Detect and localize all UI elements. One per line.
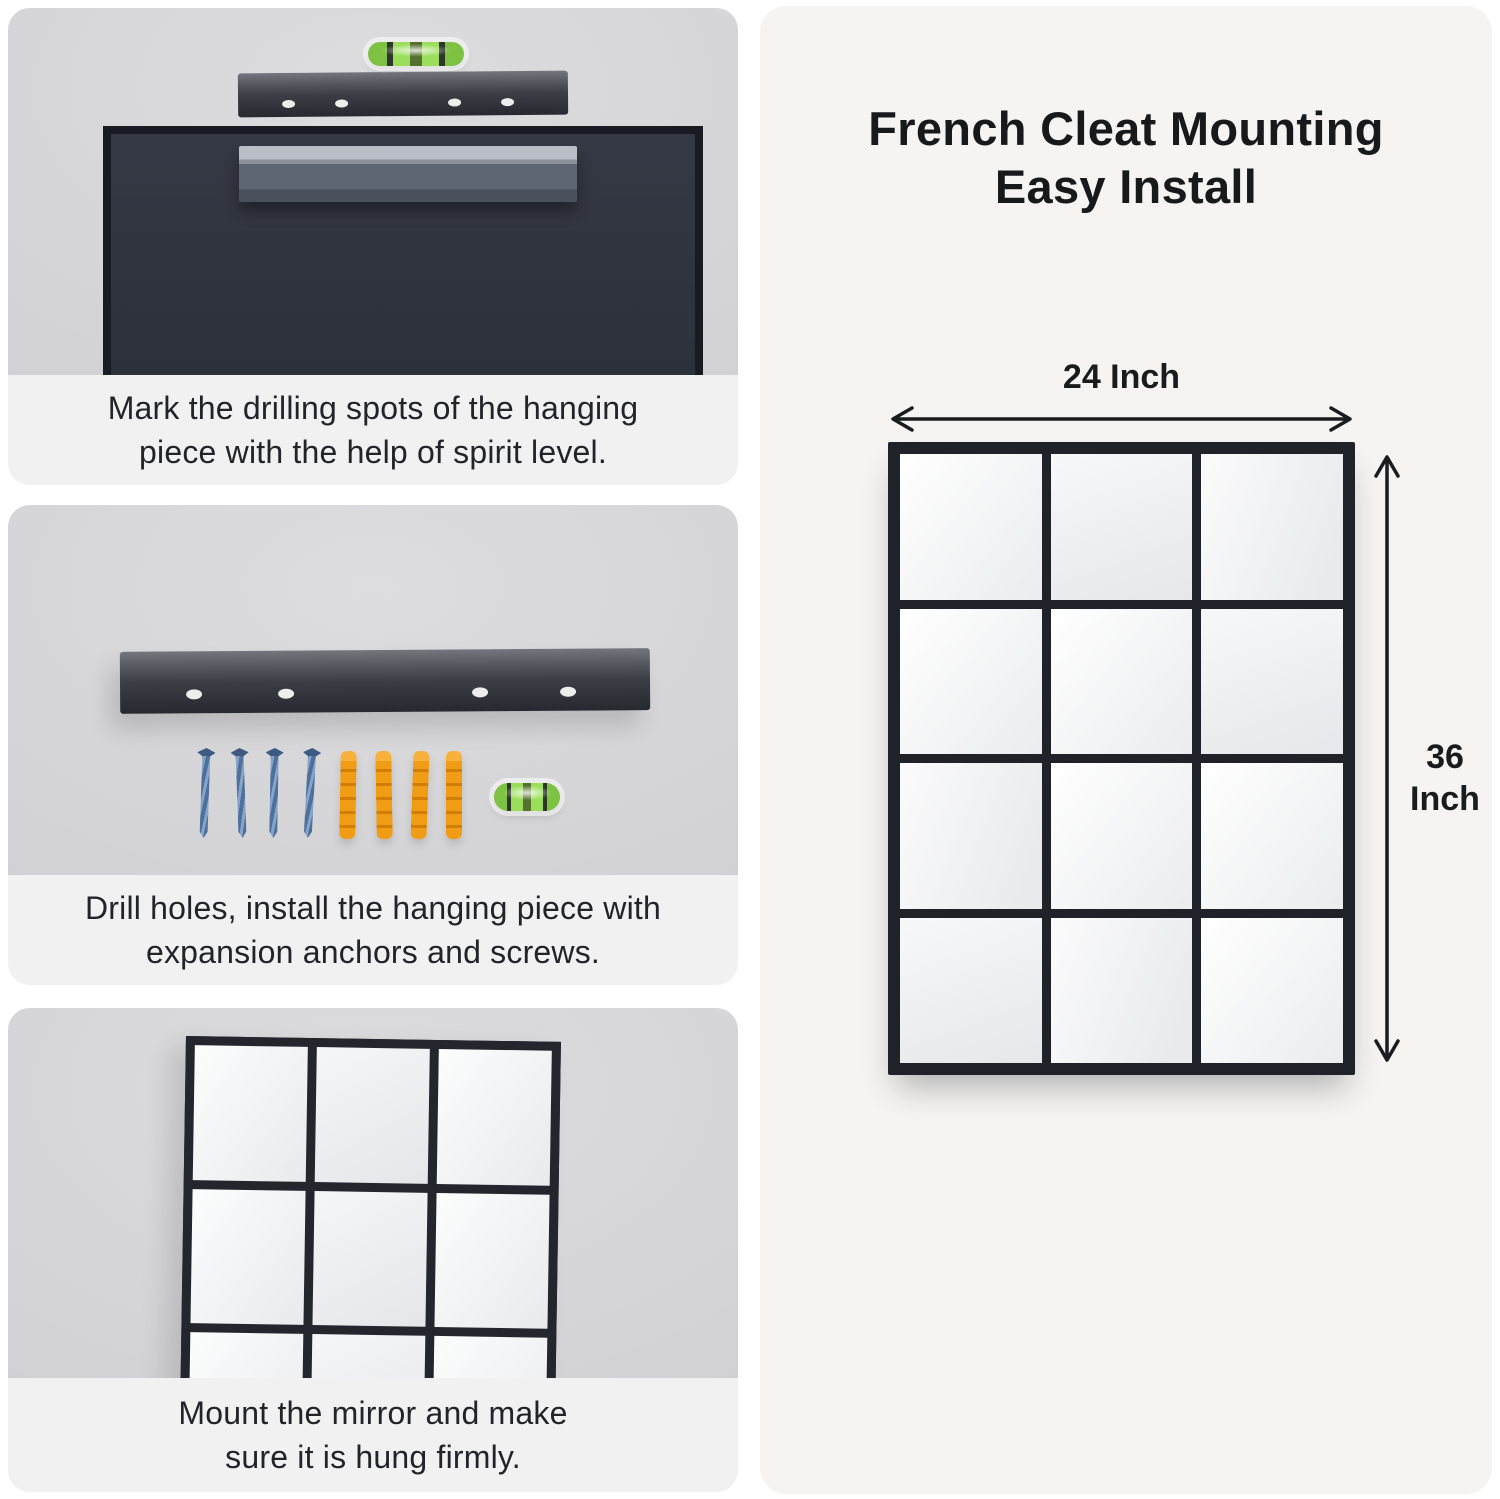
install-panel xyxy=(760,6,1492,1494)
width-dimension-label: 24 Inch xyxy=(1062,358,1181,396)
caption-line: Mark the drilling spots of the hanging xyxy=(107,390,639,426)
step-2-photo xyxy=(8,505,738,875)
mirror-diagram xyxy=(888,442,1355,1075)
mirror-pane xyxy=(434,1193,549,1329)
anchor xyxy=(375,751,393,839)
mirror-pane xyxy=(1201,763,1343,909)
spirit-level xyxy=(368,42,464,66)
mirror-pane xyxy=(315,1047,430,1183)
step-2-caption xyxy=(8,875,738,985)
mirror-pane xyxy=(900,454,1042,600)
install-title-line1: French Cleat Mounting xyxy=(868,102,1384,155)
anchor xyxy=(446,751,462,839)
mirror-pane xyxy=(900,918,1042,1064)
caption-line: Mount the mirror and make xyxy=(178,1395,568,1431)
mirror-pane xyxy=(1051,609,1193,755)
step-1-photo xyxy=(8,8,738,375)
spirit-level xyxy=(494,783,560,811)
step-1-panel xyxy=(8,8,738,485)
anchor xyxy=(410,751,429,840)
mirror-pane xyxy=(1201,454,1343,600)
caption-line: sure it is hung firmly. xyxy=(225,1439,521,1475)
mirror-pane xyxy=(1051,918,1193,1064)
mirror-pane xyxy=(1051,454,1193,600)
mirror-pane xyxy=(437,1049,552,1185)
caption-line: expansion anchors and screws. xyxy=(145,934,601,970)
caption-line: Drill holes, install the hanging piece with xyxy=(84,890,662,926)
install-title xyxy=(760,100,1492,216)
step-3-photo xyxy=(8,1008,738,1378)
step-3-caption xyxy=(8,1378,738,1492)
mirror-pane xyxy=(1201,609,1343,755)
hanging-rail xyxy=(238,71,568,118)
mirror-pane xyxy=(190,1189,305,1325)
anchor xyxy=(339,751,357,839)
mirror-back xyxy=(103,126,703,376)
height-dimension-value: 36 xyxy=(1426,738,1464,776)
height-dimension-label xyxy=(1400,736,1490,820)
install-title-line2: Easy Install xyxy=(994,160,1258,213)
hole xyxy=(501,98,514,106)
french-cleat-bar xyxy=(239,146,577,202)
step-3-panel xyxy=(8,1008,738,1492)
mirror-pane xyxy=(900,763,1042,909)
mirror-pane xyxy=(312,1191,427,1327)
step-2-panel xyxy=(8,505,738,985)
width-dimension-arrow-icon xyxy=(878,404,1365,434)
mirror-pane xyxy=(1201,918,1343,1064)
anchors-group xyxy=(8,505,738,875)
hole xyxy=(282,100,295,108)
mirror-pane xyxy=(1051,763,1193,909)
caption-line: piece with the help of spirit level. xyxy=(139,434,607,470)
hole xyxy=(335,99,348,107)
height-dimension-unit: Inch xyxy=(1410,780,1480,818)
step-1-caption xyxy=(8,375,738,485)
hole xyxy=(448,98,461,106)
mirror-pane xyxy=(900,609,1042,755)
mirror-pane xyxy=(193,1045,308,1181)
